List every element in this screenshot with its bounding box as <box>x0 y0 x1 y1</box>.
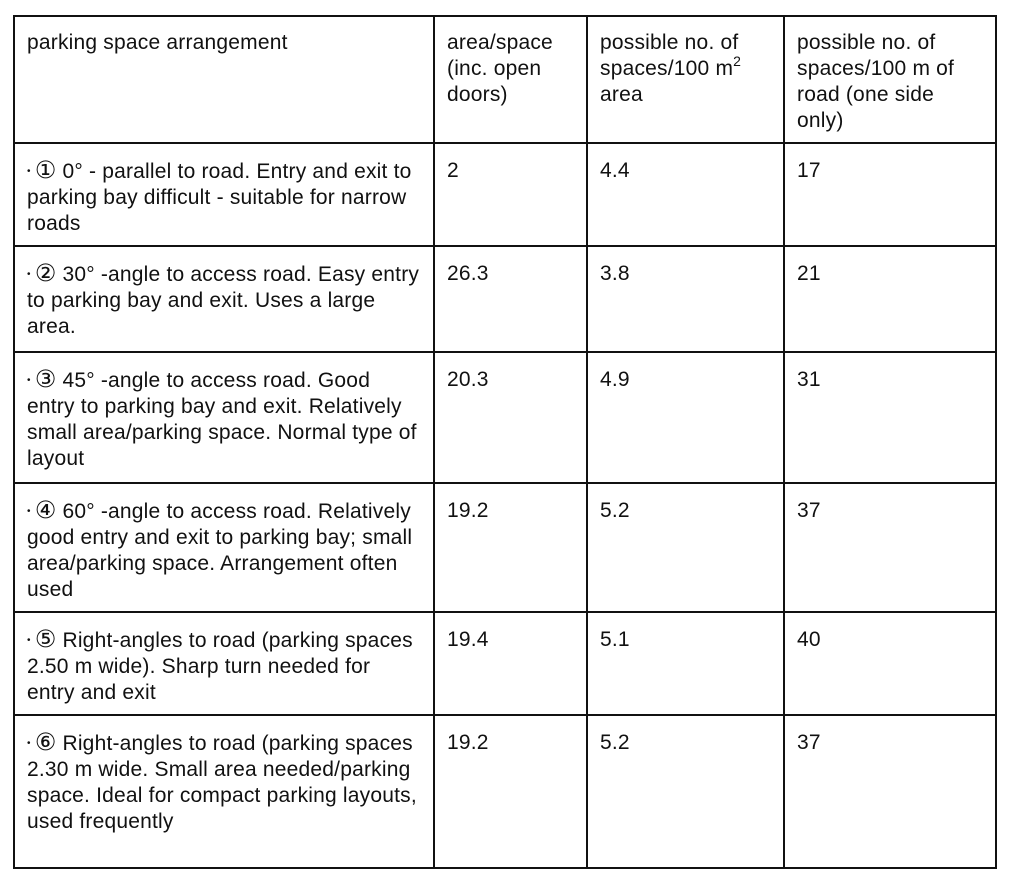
area-per-space-cell: 20.3 <box>434 352 587 483</box>
header-spaces-per-area <box>587 16 784 143</box>
spaces-per-road-cell: 37 <box>784 483 996 612</box>
arrangement-cell <box>14 612 434 715</box>
spaces-per-area-cell: 5.2 <box>587 715 784 868</box>
bullet-icon: • <box>27 635 31 646</box>
area-per-space-cell: 2 <box>434 143 587 246</box>
arrangement-cell <box>14 246 434 352</box>
spaces-per-area-cell: 4.9 <box>587 352 784 483</box>
header-arrangement: parking space arrangement <box>14 16 434 143</box>
area-per-space-cell: 19.2 <box>434 483 587 612</box>
area-per-space-cell: 26.3 <box>434 246 587 352</box>
arrangement-cell <box>14 715 434 868</box>
area-per-space-cell: 19.4 <box>434 612 587 715</box>
bullet-icon: • <box>27 738 31 749</box>
spaces-per-road-cell: 37 <box>784 715 996 868</box>
header-spaces-per-area-superscript: 2 <box>733 53 742 69</box>
arrangement-description: 60° -angle to access road. Relatively good entry and exit to parking bay; small area/parking space. Arrangement often used <box>27 500 413 601</box>
header-spaces-per-area-suffix: area <box>600 83 643 106</box>
arrangement-description: 30° -angle to access road. Easy entry to parking bay and exit. Uses a large area. <box>27 263 420 338</box>
circled-number-marker: ④ <box>34 497 57 524</box>
spaces-per-area-cell: 3.8 <box>587 246 784 352</box>
arrangement-description: Right-angles to road (parking spaces 2.30 m wide. Small area needed/parking space. Ideal for compact parking layouts, used frequently <box>27 732 417 833</box>
header-area-per-space: area/space (inc. open doors) <box>434 16 587 143</box>
spaces-per-area-cell: 4.4 <box>587 143 784 246</box>
table-row <box>14 143 996 246</box>
circled-number-marker: ① <box>34 157 57 184</box>
spaces-per-area-cell: 5.1 <box>587 612 784 715</box>
spaces-per-road-cell: 17 <box>784 143 996 246</box>
header-spaces-per-road: possible no. of spaces/100 m of road (one side only) <box>784 16 996 143</box>
spaces-per-road-cell: 21 <box>784 246 996 352</box>
bullet-icon: • <box>27 166 31 177</box>
arrangement-cell <box>14 143 434 246</box>
table-row <box>14 483 996 612</box>
table-row <box>14 246 996 352</box>
table-row <box>14 352 996 483</box>
spaces-per-road-cell: 31 <box>784 352 996 483</box>
circled-number-marker: ② <box>34 260 57 287</box>
spaces-per-road-cell: 40 <box>784 612 996 715</box>
header-spaces-per-area-prefix: possible no. of spaces/100 m <box>600 31 739 80</box>
bullet-icon: • <box>27 506 31 517</box>
circled-number-marker: ⑤ <box>34 626 57 653</box>
area-per-space-cell: 19.2 <box>434 715 587 868</box>
circled-number-marker: ⑥ <box>34 729 57 756</box>
arrangement-description: 45° -angle to access road. Good entry to parking bay and exit. Relatively small area/parking space. Normal type of layout <box>27 369 417 470</box>
table-header-row <box>14 16 996 143</box>
parking-arrangement-table <box>13 15 997 869</box>
table-row <box>14 715 996 868</box>
arrangement-cell <box>14 483 434 612</box>
table-row <box>14 612 996 715</box>
arrangement-cell <box>14 352 434 483</box>
arrangement-description: Right-angles to road (parking spaces 2.50 m wide). Sharp turn needed for entry and exit <box>27 629 413 704</box>
bullet-icon: • <box>27 269 31 280</box>
bullet-icon: • <box>27 375 31 386</box>
arrangement-description: 0° - parallel to road. Entry and exit to parking bay difficult - suitable for narrow roads <box>27 160 412 235</box>
spaces-per-area-cell: 5.2 <box>587 483 784 612</box>
circled-number-marker: ③ <box>34 366 57 393</box>
